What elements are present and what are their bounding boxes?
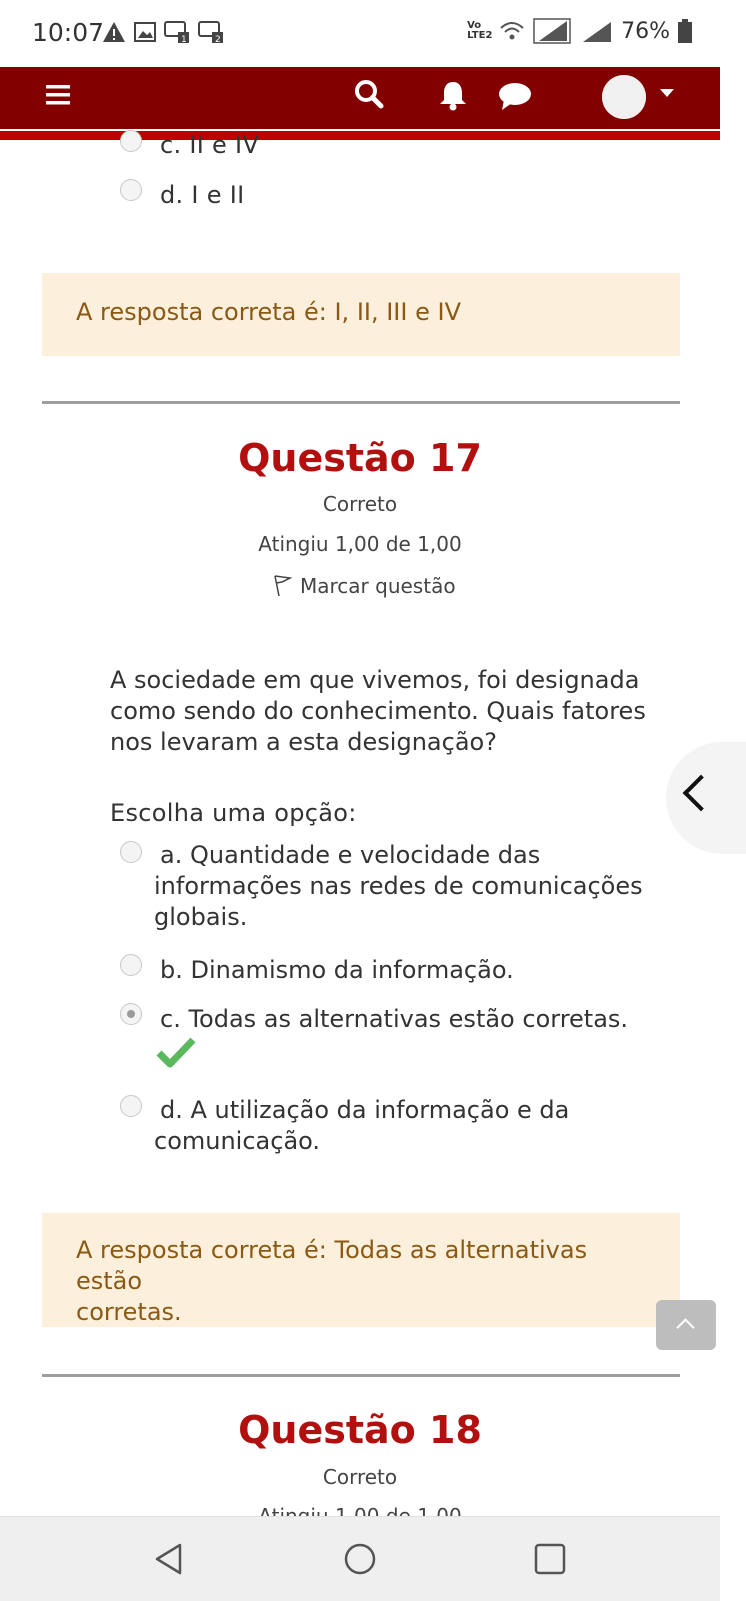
- bell-icon[interactable]: [438, 79, 468, 111]
- question-divider-2: [42, 1374, 680, 1377]
- option-c-radio[interactable]: [120, 1003, 142, 1025]
- option-a-line1: a. Quantidade e velocidade das: [160, 841, 541, 869]
- prev-option-d-label: d. I e II: [160, 181, 245, 209]
- volte-label: Vo LTE2: [467, 20, 493, 41]
- question-divider: [42, 401, 680, 404]
- notification-icons: [102, 20, 224, 44]
- question-17-feedback: [42, 1213, 680, 1327]
- option-a-line2: informações nas redes de comunicações: [154, 872, 643, 900]
- battery-percent: 76%: [621, 18, 670, 44]
- correct-check-icon: [156, 1035, 196, 1069]
- battery-icon: [678, 19, 692, 43]
- prev-feedback: [42, 273, 680, 356]
- question-17-prompt: Escolha uma opção:: [110, 799, 357, 827]
- option-b-radio[interactable]: [120, 954, 142, 976]
- user-avatar[interactable]: [602, 75, 646, 119]
- question-18-title: Questão 18: [238, 1408, 482, 1452]
- option-c-label[interactable]: [160, 1004, 628, 1035]
- flag-question-link[interactable]: [272, 572, 456, 600]
- chevron-left-icon: [683, 775, 720, 812]
- prev-option-d-radio[interactable]: [120, 179, 142, 201]
- option-d-radio[interactable]: [120, 1095, 142, 1117]
- option-d-label[interactable]: [154, 1095, 654, 1157]
- question-17-feedback-line2: corretas.: [76, 1298, 182, 1326]
- user-avatar-icon: [602, 75, 646, 119]
- navbar-accent: [0, 131, 720, 140]
- option-b-text: b. Dinamismo da informação.: [160, 956, 514, 984]
- prev-feedback-text: A resposta correta é: I, II, III e IV: [76, 298, 461, 326]
- option-d-line1: d. A utilização da informação e da: [160, 1096, 570, 1124]
- question-17-state: Correto: [322, 492, 398, 516]
- top-navbar: [0, 67, 720, 129]
- signal-sim2-icon: [579, 19, 613, 43]
- question-18-state: Correto: [322, 1465, 398, 1489]
- user-menu-caret[interactable]: [660, 89, 674, 97]
- option-c-text: c. Todas as alternativas estão corretas.: [160, 1005, 629, 1033]
- svg-text:1: 1: [181, 35, 187, 45]
- prev-option-c-radio[interactable]: [120, 130, 142, 152]
- option-a-radio[interactable]: [120, 841, 142, 863]
- question-17-title: Questão 17: [238, 436, 482, 480]
- drawer-toggle-button[interactable]: [666, 742, 746, 854]
- warning-icon: [102, 21, 126, 43]
- chevron-up-icon: [676, 1318, 694, 1336]
- image-icon: [134, 22, 156, 42]
- chat-icon[interactable]: [498, 81, 532, 111]
- question-18-grade-clip: [0, 1500, 720, 1514]
- system-icons: [467, 18, 692, 44]
- search-icon[interactable]: [354, 79, 384, 109]
- home-nav-icon[interactable]: [343, 1542, 377, 1576]
- flag-icon: [272, 574, 292, 598]
- svg-text:2: 2: [215, 35, 221, 45]
- menu-icon[interactable]: [44, 81, 72, 109]
- option-a-line3: globais.: [154, 903, 248, 931]
- question-17-text: A sociedade em que vivemos, foi designada como sendo do conhecimento. Quais fatores nos levaram a esta designação?: [110, 666, 646, 756]
- signal-sim1-icon: [533, 18, 571, 44]
- back-nav-icon[interactable]: [152, 1542, 186, 1576]
- option-a-label[interactable]: [154, 840, 654, 933]
- status-bar: [0, 0, 720, 67]
- option-d-line2: comunicação.: [154, 1127, 321, 1155]
- message-1-icon: [164, 20, 190, 44]
- back-to-top-button[interactable]: [656, 1300, 716, 1350]
- status-time: 10:07: [32, 18, 105, 47]
- question-17-feedback-line1: A resposta correta é: Todas as alternativas estão: [76, 1236, 588, 1295]
- message-2-icon: [198, 20, 224, 44]
- wifi-icon: [499, 20, 525, 42]
- flag-question-label: Marcar questão: [300, 574, 456, 598]
- question-17-grade: Atingiu 1,00 de 1,00: [258, 532, 462, 556]
- recents-nav-icon[interactable]: [533, 1542, 567, 1576]
- prev-option-c-label: c. II e IV: [160, 131, 260, 159]
- system-navigation-bar: [0, 1516, 720, 1601]
- option-b-label[interactable]: [160, 955, 514, 986]
